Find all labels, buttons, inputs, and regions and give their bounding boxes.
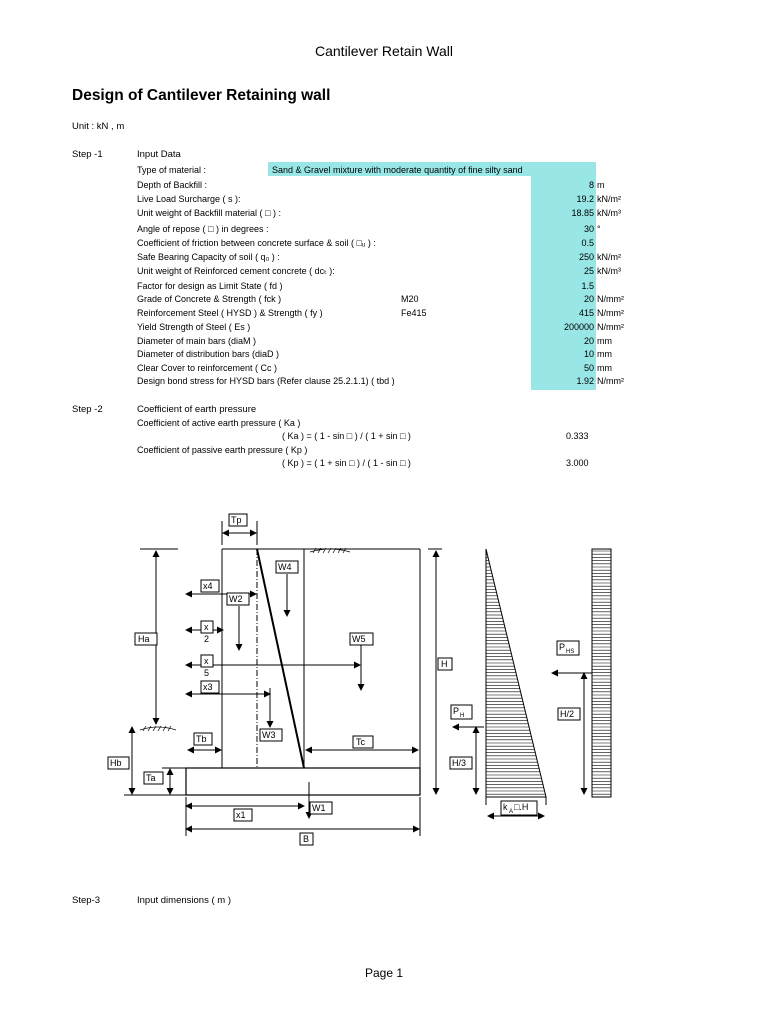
row-label: Unit weight of Reinforced cement concrete ( dcₜ ):: [137, 266, 335, 276]
row-unit: °: [597, 224, 601, 234]
label-W5: W5: [352, 634, 366, 644]
label-PHS-sub: HS: [566, 649, 575, 655]
ground-hatch-left: [140, 726, 176, 731]
row-unit: mm: [597, 336, 612, 346]
row-label: Safe Bearing Capacity of soil ( q₀ ) :: [137, 252, 280, 262]
label-x1: x1: [236, 810, 246, 820]
row-label: Angle of repose ( □ ) in degrees :: [137, 224, 269, 234]
row-value[interactable]: 10: [583, 349, 594, 359]
row-label: Grade of Concrete & Strength ( fck ): [137, 294, 282, 304]
label-kaH-sub: A: [509, 809, 514, 815]
label-x4: x4: [203, 581, 213, 591]
label-Tc: Tc: [356, 737, 365, 747]
row-label: Diameter of distribution bars (diaD ): [137, 349, 280, 359]
label-kaH-k: k: [503, 802, 508, 812]
row-value[interactable]: 18.85: [571, 208, 594, 218]
label-H3: H/3: [452, 758, 467, 768]
row-label: Factor for design as Limit State ( fd ): [137, 281, 283, 291]
row-unit: kN/m²: [597, 194, 621, 204]
row-label: Depth of Backfill :: [137, 180, 208, 190]
row-label: Diameter of main bars (diaM ): [137, 336, 257, 346]
row-unit: m: [597, 180, 605, 190]
row-value[interactable]: 8: [588, 180, 594, 190]
row-unit: kN/m³: [597, 266, 621, 276]
label-PHS: P: [559, 642, 566, 652]
active-pressure-value: 0.333: [566, 431, 589, 441]
row-label: Coefficient of friction between concrete surface & soil ( □ᵤ ) :: [137, 238, 376, 248]
step1-label: Step -1: [72, 149, 103, 160]
row-label: Yield Strength of Steel ( Es ): [137, 322, 251, 332]
passive-pressure-label: Coefficient of passive earth pressure ( Kp ): [137, 445, 308, 455]
label-W1: W1: [312, 803, 326, 813]
step3-label: Step-3: [72, 895, 100, 906]
label-Hb: Hb: [110, 758, 122, 768]
row-value[interactable]: 20: [583, 294, 594, 304]
row-label: Unit weight of Backfill material ( □ ) :: [137, 208, 281, 218]
row-value[interactable]: 50: [583, 363, 594, 373]
active-pressure-label: Coefficient of active earth pressure ( Ka ): [137, 418, 301, 428]
label-W2: W2: [229, 594, 243, 604]
label-Tb: Tb: [196, 734, 207, 744]
label-x2-sub: 2: [204, 634, 210, 644]
row-unit: N/mm²: [597, 322, 624, 332]
row-value[interactable]: 1.92: [576, 376, 594, 386]
row-unit: kN/m³: [597, 208, 621, 218]
material-value[interactable]: Sand & Gravel mixture with moderate quantity of fine silty sand: [272, 165, 523, 175]
label-kaH-rest: □.H: [514, 802, 529, 812]
unit-note: Unit : kN , m: [72, 121, 125, 132]
row-value[interactable]: 200000: [563, 322, 594, 332]
row-label: Clear Cover to reinforcement ( Cc ): [137, 363, 278, 373]
row-value[interactable]: 20: [583, 336, 594, 346]
label-x5-sub: 5: [204, 668, 210, 678]
row-unit: N/mm²: [597, 294, 624, 304]
row-unit: mm: [597, 349, 612, 359]
label-x3: x3: [203, 682, 213, 692]
step3-heading: Input dimensions ( m ): [137, 895, 231, 906]
page-number: Page 1: [364, 966, 404, 980]
row-value[interactable]: 25: [583, 266, 594, 276]
label-W4: W4: [278, 562, 292, 572]
material-label: Type of material :: [137, 165, 207, 175]
label-H2: H/2: [560, 709, 575, 719]
label-W3: W3: [262, 730, 276, 740]
page-header: Cantilever Retain Wall: [315, 43, 453, 59]
row-value[interactable]: 1.5: [581, 281, 594, 291]
label-B: B: [303, 834, 310, 844]
label-PH: P: [453, 706, 460, 716]
label-PH-sub: H: [460, 713, 465, 719]
active-pressure-formula: ( Ka ) = ( 1 - sin □ ) / ( 1 + sin □ ): [282, 431, 411, 441]
row-value[interactable]: 19.2: [576, 194, 594, 204]
row-unit: kN/m²: [597, 252, 621, 262]
row-unit: N/mm²: [597, 376, 624, 386]
row-value[interactable]: 250: [578, 252, 594, 262]
label-Ta: Ta: [146, 773, 156, 783]
row-label: Reinforcement Steel ( HYSD ) & Strength ( fy ): [137, 308, 323, 318]
label-x2-x: x: [204, 622, 209, 632]
row-unit: mm: [597, 363, 612, 373]
base-slab: [186, 768, 420, 795]
document-title: Design of Cantilever Retaining wall: [72, 87, 331, 104]
step1-heading: Input Data: [137, 149, 181, 160]
row-value[interactable]: 30: [583, 224, 594, 234]
row-unit: N/mm²: [597, 308, 624, 318]
row-mid: M20: [401, 294, 419, 304]
passive-pressure-value: 3.000: [566, 458, 589, 468]
row-value[interactable]: 415: [578, 308, 594, 318]
label-H: H: [441, 659, 448, 669]
row-value[interactable]: 0.5: [581, 238, 594, 248]
step2-label: Step -2: [72, 404, 103, 415]
step2-heading: Coefficient of earth pressure: [137, 404, 257, 415]
label-Ha: Ha: [138, 634, 150, 644]
label-Tp: Tp: [231, 515, 242, 525]
row-label: Design bond stress for HYSD bars (Refer clause 25.2.1.1) ( tbd ): [137, 376, 395, 386]
row-label: Live Load Surcharge ( s ):: [137, 194, 241, 204]
row-mid: Fe415: [401, 308, 427, 318]
label-x5-x: x: [204, 656, 209, 666]
passive-pressure-formula: ( Kp ) = ( 1 + sin □ ) / ( 1 - sin □ ): [282, 458, 411, 468]
